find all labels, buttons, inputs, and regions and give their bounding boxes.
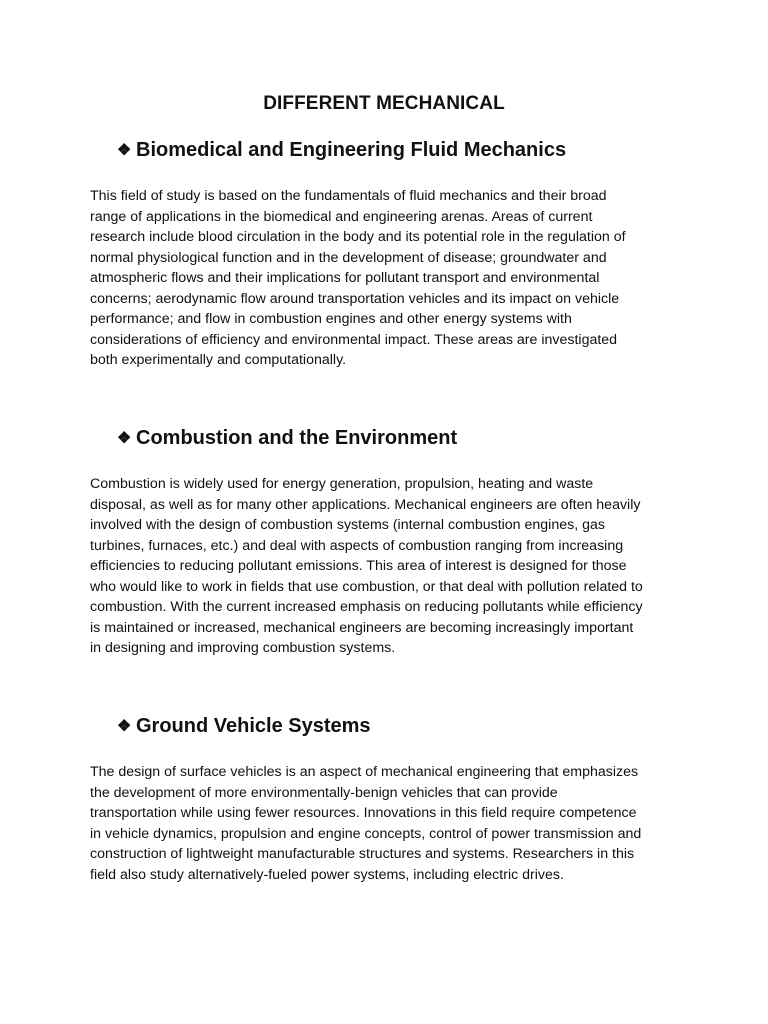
section-heading-text: Combustion and the Environment	[136, 427, 458, 449]
section-heading-ground-vehicles	[117, 713, 371, 740]
section-heading-fluid-mechanics	[117, 137, 566, 164]
diamond-bullet-icon: ❖	[117, 430, 132, 447]
document-title: DIFFERENT MECHANICAL	[263, 93, 505, 114]
section-heading-text: Ground Vehicle Systems	[136, 715, 371, 737]
section-body-ground-vehicles: The design of surface vehicles is an aspect of mechanical engineering that emphasizes the development of more environmentally-benign vehicles that can provide transportation while using fewer resources. Innovations in this field require competence in vehicle dynamics, propulsion and engine concepts, control of power transmission and construction of lightweight manufacturable structures and systems. Researchers in this field also study alternatively-fueled power systems, including electric drives.	[90, 764, 642, 883]
section-heading-text: Biomedical and Engineering Fluid Mechanics	[136, 139, 567, 161]
section-body-combustion: Combustion is widely used for energy generation, propulsion, heating and waste disposal, as well as for many other applications. Mechanical engineers are often heavily involved with the design of combustion systems (internal combustion engines, gas turbines, furnaces, etc.) and deal with aspects of combustion ranging from increasing efficiencies to reducing pollutant emissions. This area of interest is designed for those who would like to work in fields that use combustion, or that deal with pollution related to combustion. With the current increased emphasis on reducing pollutants while efficiency is maintained or increased, mechanical engineers are becoming increasingly important in designing and improving combustion systems.	[90, 476, 643, 656]
section-heading-combustion	[117, 425, 457, 452]
diamond-bullet-icon: ❖	[117, 142, 132, 159]
diamond-bullet-icon: ❖	[117, 718, 132, 735]
section-body-fluid-mechanics: This field of study is based on the fundamentals of fluid mechanics and their broad range of applications in the biomedical and engineering arenas. Areas of current research include blood circulation in the body and its potential role in the regulation of normal physiological function and in the development of disease; groundwater and atmospheric flows and their implications for pollutant transport and environmental concerns; aerodynamic flow around transportation vehicles and its impact on vehicle performance; and flow in combustion engines and other energy systems with considerations of efficiency and environmental impact. These areas are investigated both experimentally and computationally.	[90, 188, 626, 368]
